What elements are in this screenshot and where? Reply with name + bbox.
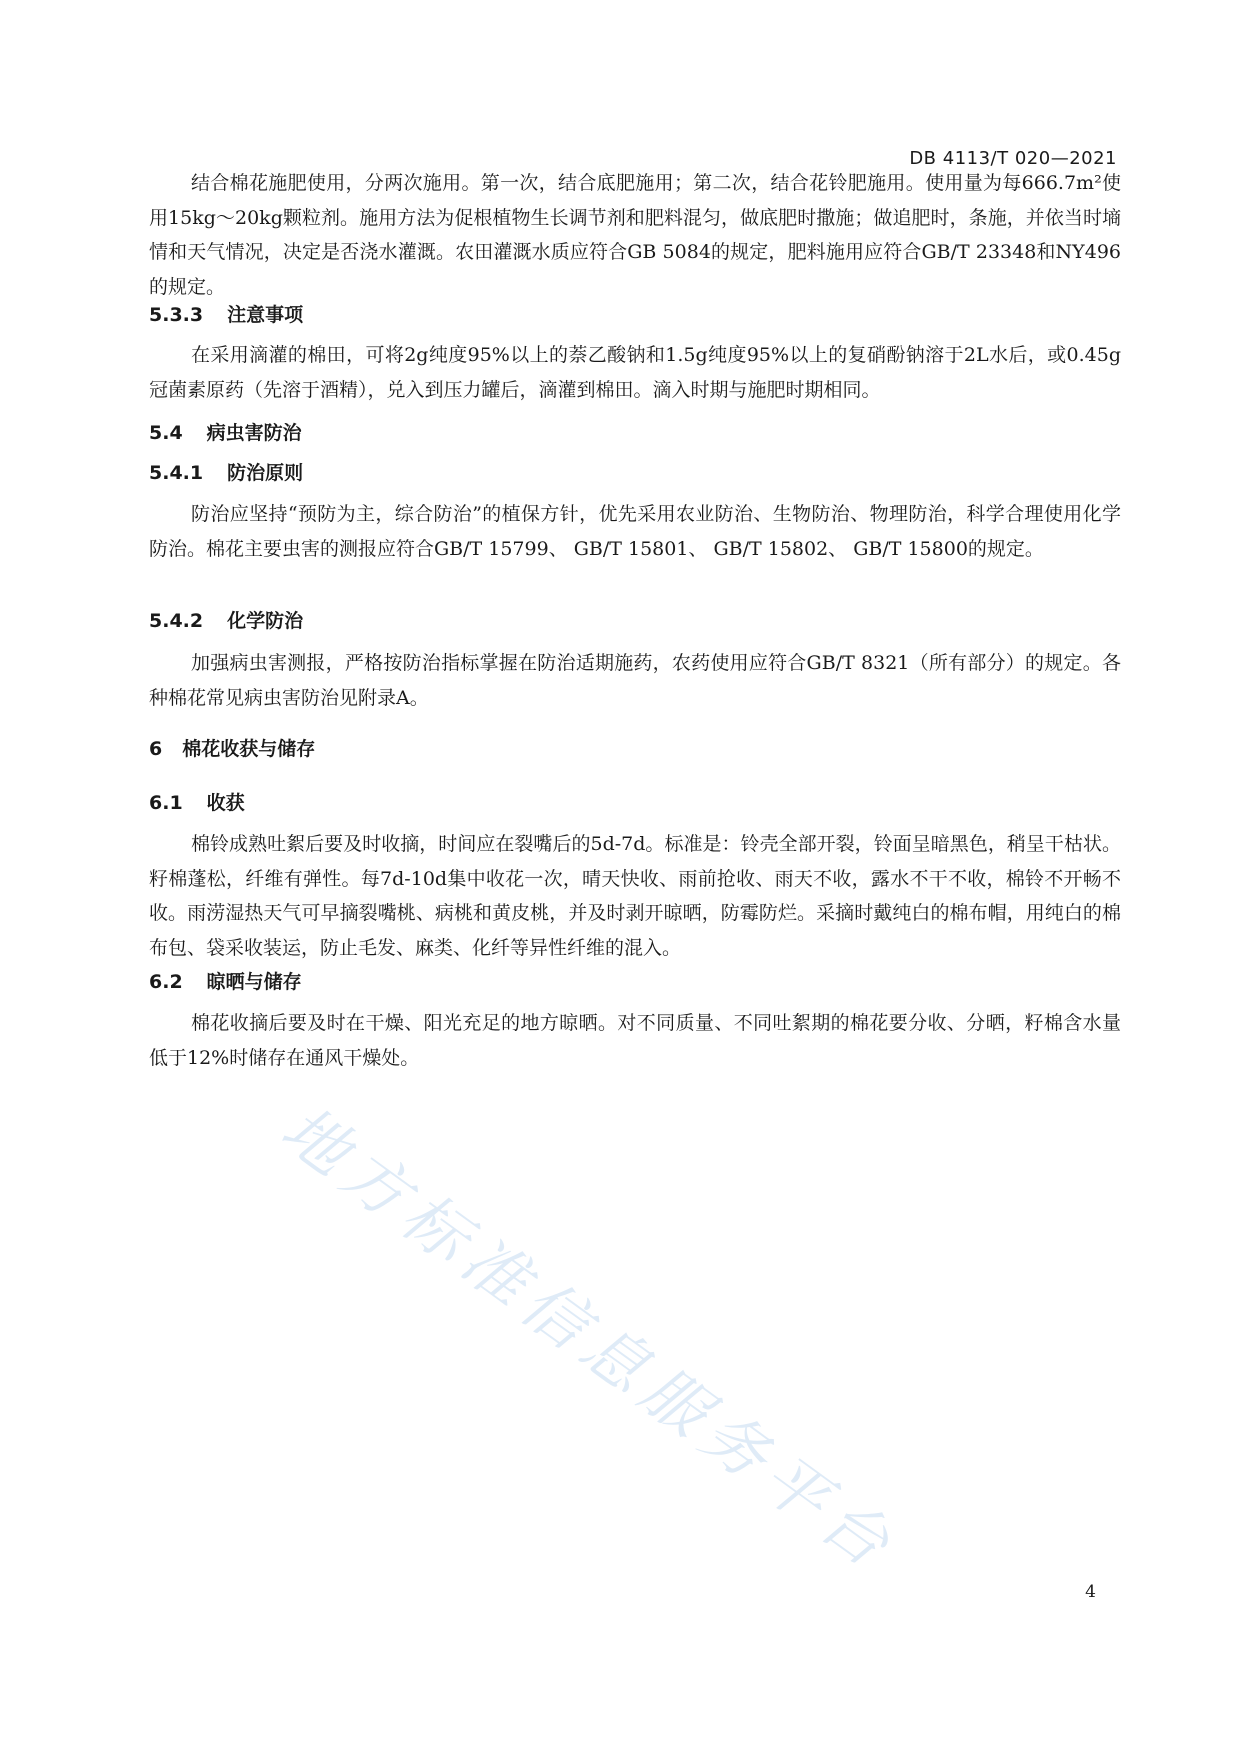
heading-number: 6.1: [149, 792, 183, 814]
heading-number: 6: [149, 738, 163, 760]
heading-number: 5.4.2: [149, 610, 204, 632]
heading-5-4: [149, 418, 302, 445]
heading-5-4-1: [149, 458, 303, 485]
heading-6: [149, 734, 315, 761]
paragraph-drying-storage: 棉花收摘后要及时在干燥、阳光充足的地方晾晒。对不同质量、不同吐絮期的棉花要分收、分晒，籽棉含水量低于12%时储存在通风干燥处。: [149, 1012, 1121, 1069]
heading-title: 收获: [206, 792, 245, 814]
heading-title: 防治原则: [227, 462, 304, 484]
heading-6-1: [149, 788, 245, 815]
heading-5-4-2: [149, 606, 303, 633]
heading-title: 病虫害防治: [206, 422, 302, 444]
paragraph-control-principles: 防治应坚持“预防为主，综合防治”的植保方针，优先采用农业防治、生物防治、物理防治，科学合理使用化学防治。棉花主要虫害的测报应符合GB/T 15799、 GB/T 15801、 GB/T 15802、 GB/T 15800的规定。: [149, 503, 1121, 560]
paragraph-fertilizer-application: 结合棉花施肥使用，分两次施用。第一次，结合底肥施用；第二次，结合花铃肥施用。使用量为每666.7m²使用15kg～20kg颗粒剂。施用方法为促根植物生长调节剂和肥料混匀，做底肥时撒施；做追肥时，条施，并依当时墒情和天气情况，决定是否浇水灌溉。农田灌溉水质应符合GB 5084的规定，肥料施用应符合GB/T 23348和NY496的规定。: [149, 172, 1121, 298]
paragraph-harvest: 棉铃成熟吐絮后要及时收摘，时间应在裂嘴后的5d-7d。标准是：铃壳全部开裂，铃面呈暗黑色，稍呈干枯状。籽棉蓬松，纤维有弹性。每7d-10d集中收花一次，晴天快收、雨前抢收、雨天不收，露水不干不收，棉铃不开畅不收。雨涝湿热天气可早摘裂嘴桃、病桃和黄皮桃，并及时剥开晾晒，防霉防烂。采摘时戴纯白的棉布帽，用纯白的棉布包、袋采收装运，防止毛发、麻类、化纤等异性纤维的混入。: [149, 833, 1121, 959]
heading-6-2: [149, 967, 302, 994]
heading-5-3-3: [149, 300, 303, 327]
heading-title: 棉花收获与储存: [182, 738, 316, 760]
heading-number: 6.2: [149, 971, 183, 993]
paragraph-precautions: 在采用滴灌的棉田，可将2g纯度95%以上的萘乙酸钠和1.5g纯度95%以上的复硝酚钠溶于2L水后，或0.45g冠菌素原药（先溶于酒精），兑入到压力罐后，滴灌到棉田。滴入时期与施肥时期相同。: [149, 344, 1121, 401]
heading-title: 化学防治: [227, 610, 304, 632]
watermark: 地方标准信息服务平台: [267, 1092, 910, 1587]
heading-number: 5.4: [149, 422, 183, 444]
page-number: 4: [1085, 1582, 1096, 1602]
heading-title: 晾晒与储存: [206, 971, 302, 993]
paragraph-chemical-control: 加强病虫害测报，严格按防治指标掌握在防治适期施药，农药使用应符合GB/T 8321（所有部分）的规定。各种棉花常见病虫害防治见附录A。: [149, 652, 1121, 709]
heading-number: 5.4.1: [149, 462, 204, 484]
heading-title: 注意事项: [227, 304, 304, 326]
standard-code: DB 4113/T 020—2021: [909, 148, 1117, 169]
heading-number: 5.3.3: [149, 304, 204, 326]
